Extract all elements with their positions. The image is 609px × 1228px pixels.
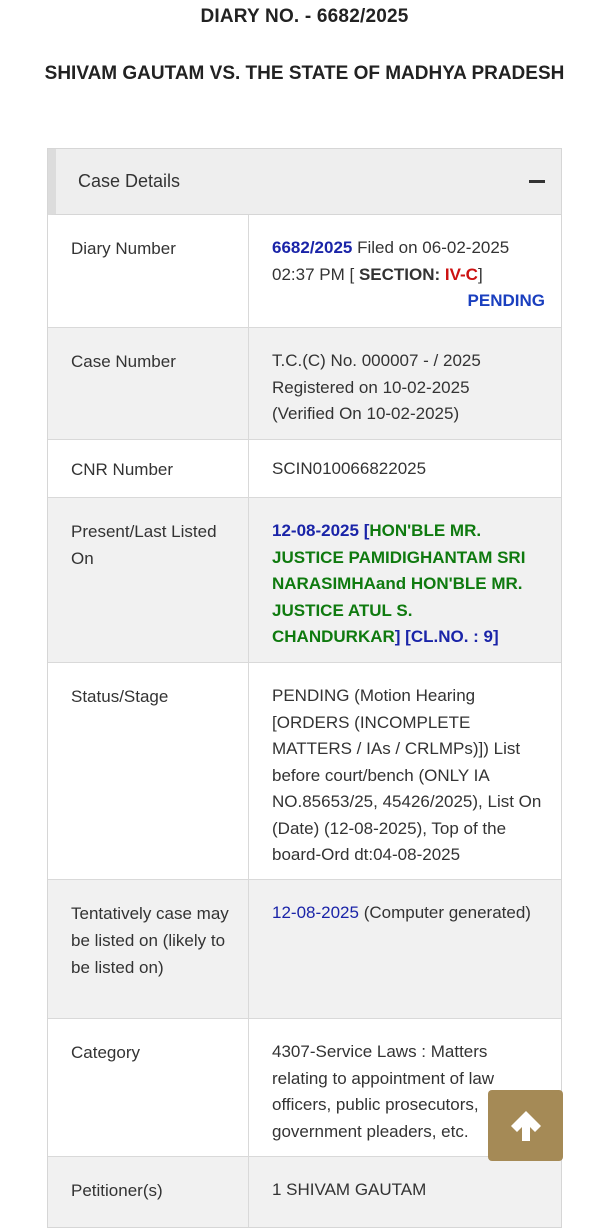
row-label: Status/Stage bbox=[48, 663, 249, 879]
petitioner-value: 1 SHIVAM GAUTAM bbox=[272, 1180, 427, 1199]
row-label: CNR Number bbox=[48, 440, 249, 497]
verified-line: (Verified On 10-02-2025) bbox=[272, 404, 460, 423]
row-tentative-listing bbox=[48, 880, 561, 1019]
section-label: SECTION: bbox=[358, 264, 445, 284]
row-listed-on bbox=[48, 498, 561, 663]
cnr-value: SCIN010066822025 bbox=[272, 459, 427, 478]
row-petitioners bbox=[48, 1157, 561, 1227]
row-diary-number bbox=[48, 215, 561, 328]
row-value bbox=[249, 498, 561, 662]
case-title: SHIVAM GAUTAM VS. THE STATE OF MADHYA PRADESH bbox=[44, 63, 565, 84]
listed-date: 12-08-2025 bbox=[272, 521, 359, 540]
row-status-stage bbox=[48, 663, 561, 880]
tentative-note: (Computer generated) bbox=[358, 903, 531, 922]
row-category bbox=[48, 1019, 561, 1157]
bracket-open: [ bbox=[358, 521, 370, 540]
row-value bbox=[249, 880, 561, 1018]
row-label: Case Number bbox=[48, 328, 249, 439]
diary-number-link: 6682/2025 bbox=[272, 238, 353, 257]
cause-list-number: [CL.NO. : 9] bbox=[400, 627, 499, 646]
row-cnr-number bbox=[48, 440, 561, 498]
row-label: Petitioner(s) bbox=[48, 1157, 249, 1227]
case-number-line: T.C.(C) No. 000007 - / 2025 bbox=[272, 351, 481, 370]
scroll-to-top-button[interactable] bbox=[488, 1090, 563, 1161]
filed-text: Filed on 06-02-2025 02:37 PM [ bbox=[272, 238, 510, 284]
row-label: Present/Last Listed On bbox=[48, 498, 249, 662]
minus-icon[interactable] bbox=[529, 180, 545, 183]
category-value: 4307-Service Laws : Matters relating to appointment of law officers, public prosecutors, government pleaders, etc. bbox=[272, 1042, 495, 1141]
diary-title: DIARY NO. - 6682/2025 bbox=[200, 6, 409, 27]
status-badge: PENDING bbox=[467, 291, 545, 310]
bench-names: HON'BLE MR. JUSTICE PAMIDIGHANTAM SRI NARASIMHAand HON'BLE MR. JUSTICE ATUL S. CHANDURKAR bbox=[272, 521, 526, 646]
row-label: Category bbox=[48, 1019, 249, 1156]
section-value: IV-C bbox=[444, 264, 478, 284]
bracket-close: ] bbox=[477, 264, 483, 284]
arrow-up-icon bbox=[508, 1108, 544, 1144]
tentative-date: 12-08-2025 bbox=[272, 903, 359, 922]
status-value: PENDING (Motion Hearing [ORDERS (INCOMPLETE MATTERS / IAs / CRLMPs)]) List before court/bench (ONLY IA NO.85653/25, 45426/2025), List On (Date) (12-08-2025), Top of the board-Ord dt:04-08-2025 bbox=[272, 686, 542, 864]
bracket-close: ] bbox=[394, 627, 401, 646]
row-value bbox=[249, 328, 561, 439]
case-details-panel bbox=[47, 148, 562, 1228]
case-details-header[interactable] bbox=[48, 149, 561, 215]
row-label: Diary Number bbox=[48, 215, 249, 327]
panel-title: Case Details bbox=[78, 171, 181, 191]
row-label: Tentatively case may be listed on (likely to be listed on) bbox=[48, 880, 249, 1018]
row-case-number bbox=[48, 328, 561, 440]
row-value bbox=[249, 215, 561, 327]
registered-line: Registered on 10-02-2025 bbox=[272, 377, 470, 397]
